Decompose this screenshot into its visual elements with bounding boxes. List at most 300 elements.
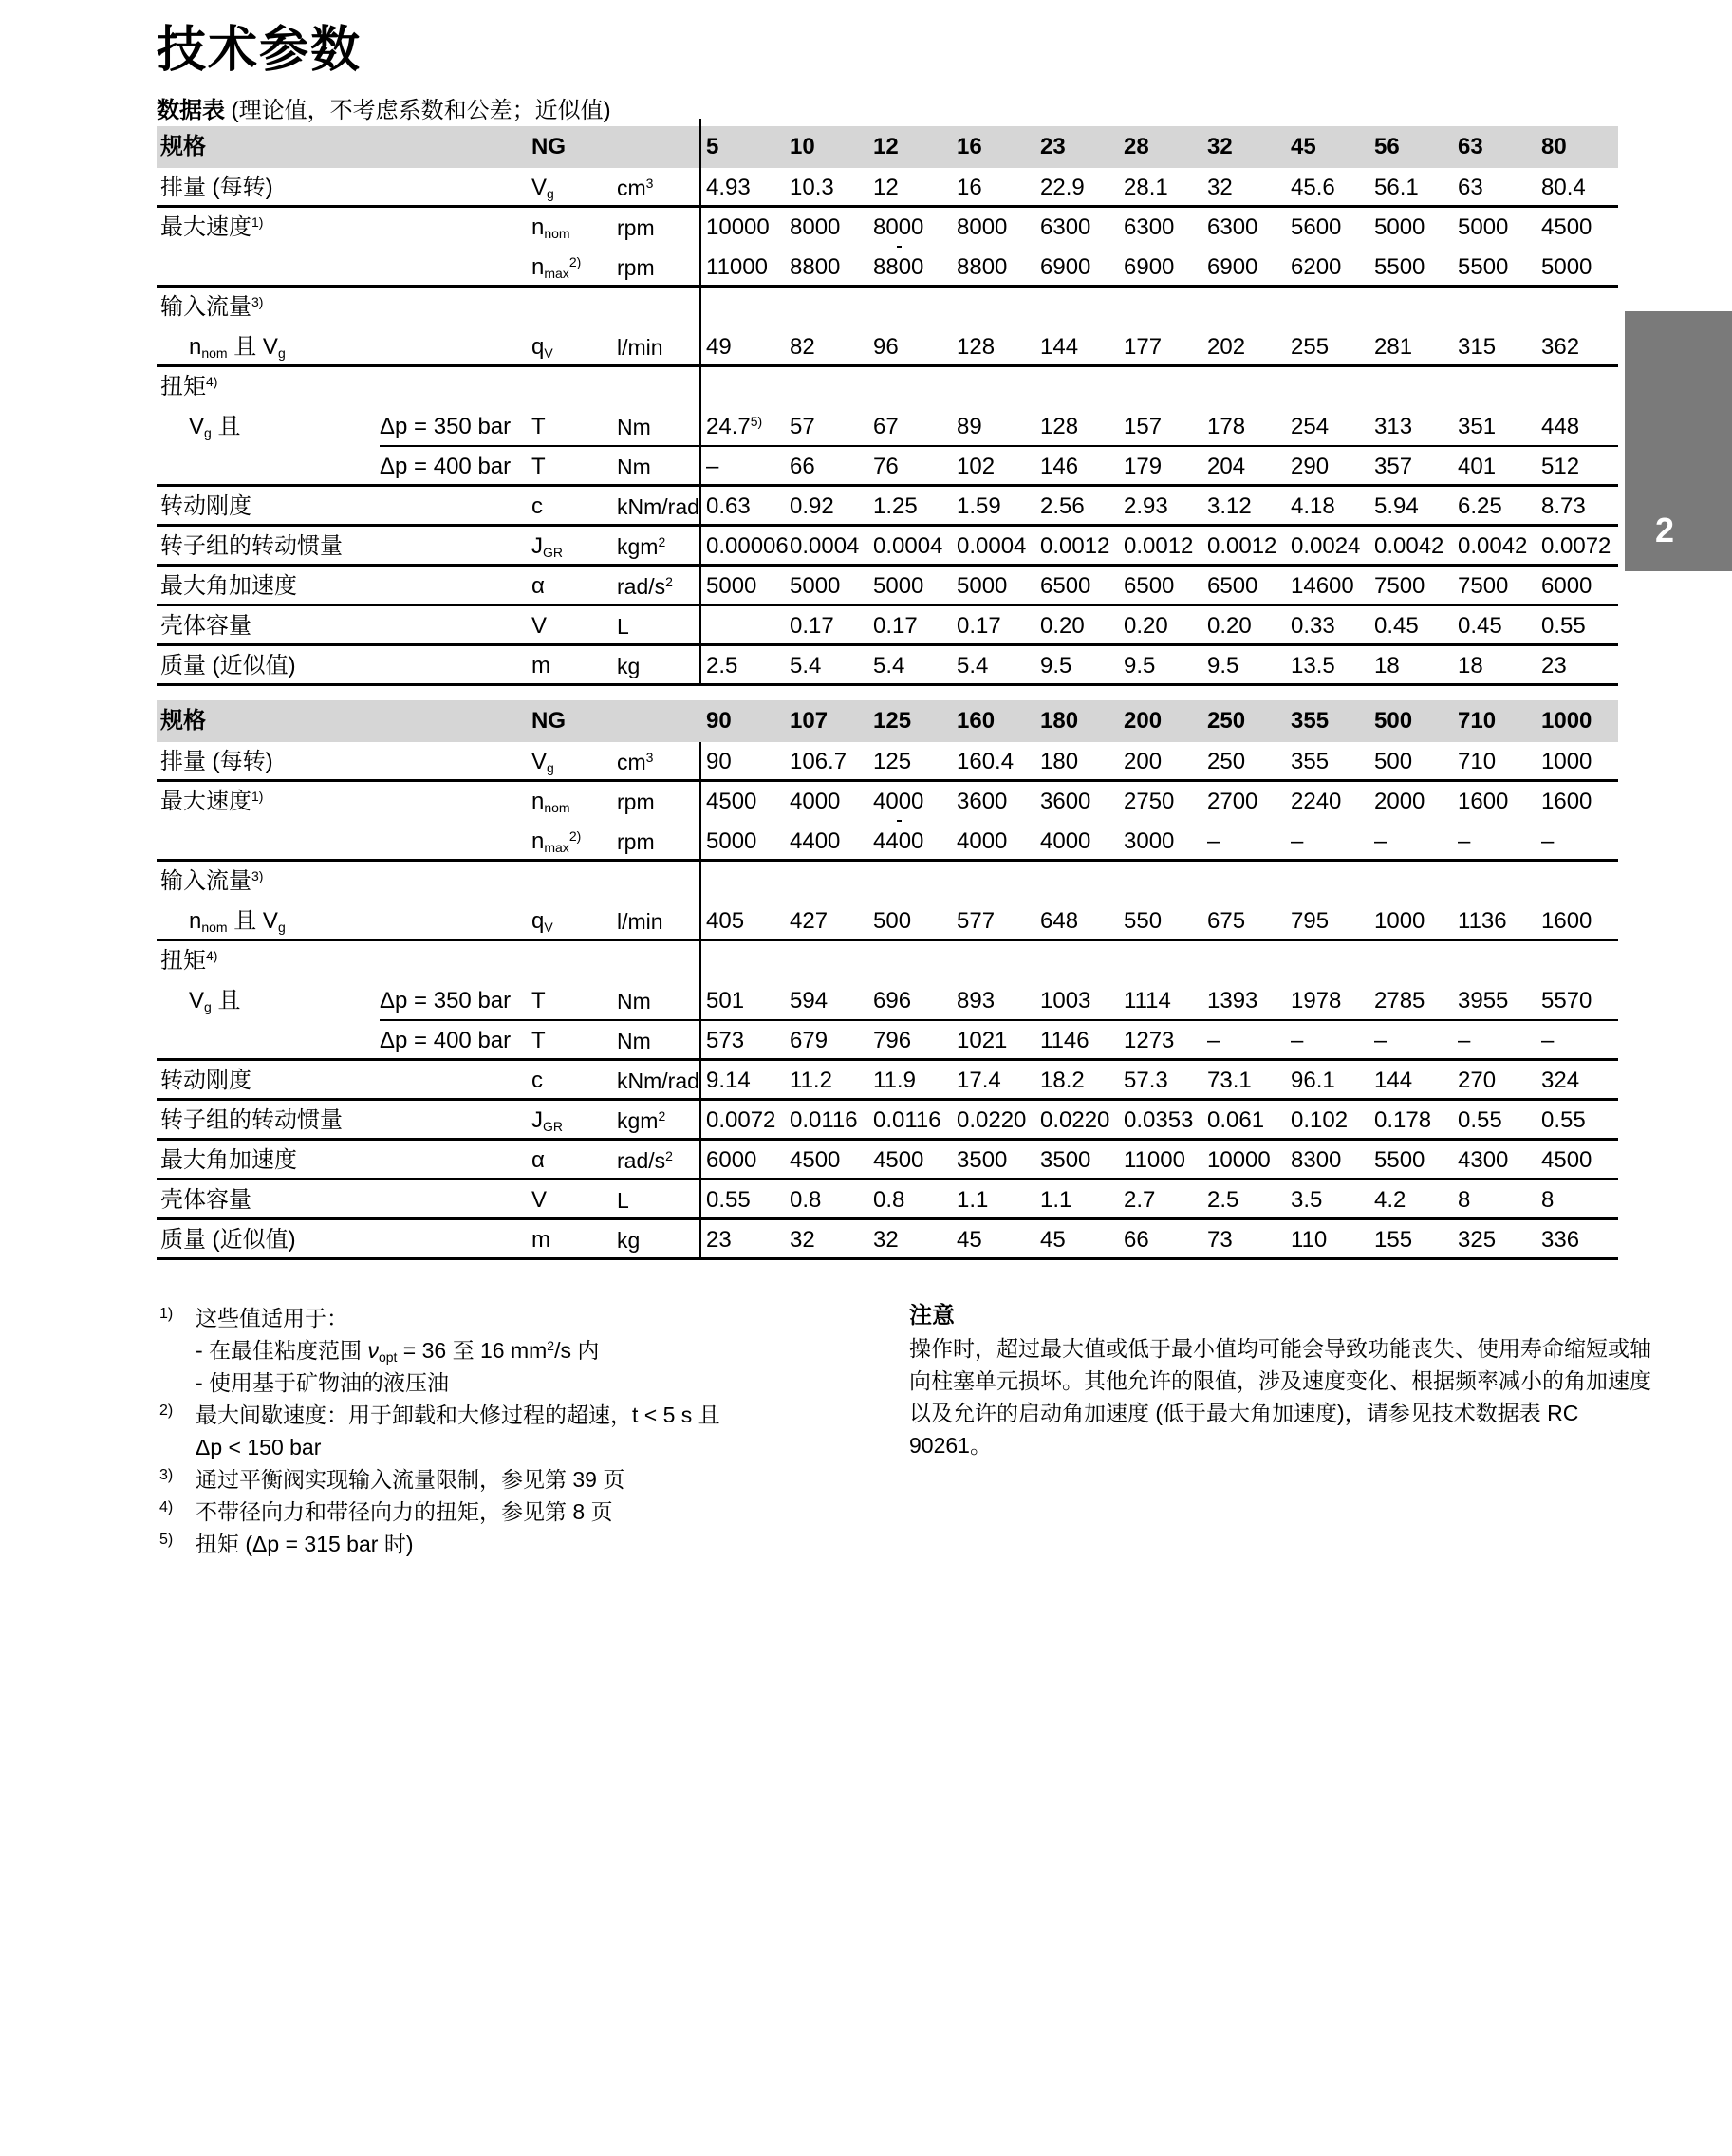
value-cell: 16 [957, 175, 982, 200]
value-cell: 3600 [1040, 789, 1091, 814]
row-divider-line [157, 1257, 1618, 1260]
row-symbol: $q_V$ [531, 908, 553, 935]
table-row [157, 606, 1618, 646]
value-cell: 3500 [957, 1147, 1008, 1173]
value-cell: 6000 [706, 1147, 757, 1173]
value-cell: 204 [1207, 454, 1246, 479]
value-cell: 102 [957, 454, 996, 479]
value-cell: 96.1 [1291, 1068, 1335, 1093]
value-cell: 144 [1374, 1068, 1413, 1093]
row-symbol: m [531, 653, 550, 678]
value-cell: 23 [1541, 653, 1567, 678]
row-label: $n_{nom}$ 且 $V_g$ [189, 908, 286, 935]
value-cell: 5.4 [957, 653, 989, 678]
value-cell: 250 [1207, 749, 1246, 774]
value-cell: 324 [1541, 1068, 1580, 1093]
value-cell: 1000 [1541, 749, 1592, 774]
row-label: 排量 (每转) [160, 749, 273, 774]
value-cell: 1114 [1124, 988, 1171, 1013]
row-symbol: $n_{nom}$ [531, 789, 570, 815]
value-cell: – [706, 454, 719, 479]
chapter-side-tab [1625, 311, 1732, 571]
footnote-line: - 在最佳粘度范围 $\nu_{opt} = 36$ 至 16 $mm^2/s$ 内 [196, 1338, 600, 1365]
value-cell: 0.33 [1291, 613, 1335, 639]
table-caption [157, 91, 611, 124]
value-cell: 146 [1040, 454, 1079, 479]
row-symbol: $n_{max}^{2)}$ [531, 254, 582, 281]
value-cell: 795 [1291, 908, 1330, 934]
row-label: 转动刚度 [160, 1068, 251, 1093]
note-block [909, 1300, 1659, 1461]
table-section-row [157, 288, 1618, 327]
value-cell: 0.55 [1541, 613, 1586, 639]
row-label: 转动刚度 [160, 493, 251, 519]
value-cell: 6500 [1124, 573, 1175, 599]
value-cell: 675 [1207, 908, 1246, 934]
table-header-row [157, 126, 1618, 168]
value-cell: 6900 [1124, 254, 1175, 280]
row-label: 扭矩$^{4)}$ [160, 948, 218, 974]
value-cell: 0.0116 [873, 1107, 941, 1133]
row-unit: rpm [617, 214, 655, 240]
data-table-1 [157, 126, 1618, 686]
value-cell: 1600 [1458, 789, 1509, 814]
value-cell: 8000 [873, 214, 924, 240]
value-cell: 5.94 [1374, 493, 1419, 519]
value-cell: 0.17 [957, 613, 1001, 639]
value-cell: 0.0004 [957, 533, 1027, 559]
value-cell: 11000 [706, 254, 768, 280]
value-cell: 6500 [1207, 573, 1258, 599]
value-cell: 2700 [1207, 789, 1258, 814]
header-size: 32 [1207, 134, 1233, 159]
table-row [157, 1021, 1618, 1061]
value-cell: 179 [1124, 454, 1163, 479]
value-cell: – [1458, 1028, 1471, 1053]
value-cell: 5000 [1541, 254, 1592, 280]
value-cell: 4500 [1541, 1147, 1592, 1173]
value-cell: 3.12 [1207, 493, 1252, 519]
table-row [157, 742, 1618, 782]
value-cell: 8800 [790, 254, 841, 280]
value-cell: 8.73 [1541, 493, 1586, 519]
row-label: 转子组的转动惯量 [160, 533, 343, 559]
value-cell: 0.0220 [957, 1107, 1027, 1133]
value-cell: 125 [873, 749, 912, 774]
header-size: 10 [790, 134, 815, 159]
footnotes [159, 1302, 895, 1560]
value-cell: 0.8 [790, 1187, 822, 1213]
value-cell: 696 [873, 988, 912, 1013]
value-cell: 0.0042 [1458, 533, 1528, 559]
value-cell: 6.25 [1458, 493, 1502, 519]
value-cell: 22.9 [1040, 175, 1085, 200]
value-cell: 1.25 [873, 493, 918, 519]
value-cell: 0.63 [706, 493, 751, 519]
value-cell: 336 [1541, 1227, 1580, 1253]
value-cell: 1600 [1541, 789, 1592, 814]
value-cell: 6000 [1541, 573, 1592, 599]
value-cell: 4.18 [1291, 493, 1335, 519]
row-label: $V_g$ 且 [189, 414, 241, 440]
row-sublabel: Δp = 350 bar [380, 414, 512, 439]
value-cell: 4300 [1458, 1147, 1509, 1173]
value-cell: 4500 [873, 1147, 924, 1173]
value-cell: 5000 [1458, 214, 1509, 240]
value-cell: 0.45 [1374, 613, 1419, 639]
value-cell: 0.0012 [1207, 533, 1277, 559]
value-cell: 90 [706, 749, 732, 774]
value-cell: 14600 [1291, 573, 1354, 599]
value-cell: 1.59 [957, 493, 1001, 519]
value-cell: 11.9 [873, 1068, 916, 1093]
footnote-line: 这些值适用于： [196, 1306, 348, 1330]
value-cell: 281 [1374, 334, 1413, 360]
header-size: 250 [1207, 708, 1246, 734]
table-vertical-divider [699, 742, 701, 1260]
value-cell: 57.3 [1124, 1068, 1168, 1093]
value-cell: 1.1 [957, 1187, 989, 1213]
header-size: 23 [1040, 134, 1066, 159]
row-label: 转子组的转动惯量 [160, 1107, 343, 1133]
row-unit: Nm [617, 414, 651, 439]
value-cell: 178 [1207, 414, 1246, 439]
row-symbol: T [531, 414, 546, 439]
value-cell: 512 [1541, 454, 1580, 479]
value-cell: 202 [1207, 334, 1246, 360]
value-cell: 362 [1541, 334, 1580, 360]
value-cell: 3000 [1124, 828, 1175, 854]
header-label: 规格 [160, 134, 206, 159]
value-cell: 5000 [957, 573, 1008, 599]
value-cell: 177 [1124, 334, 1163, 360]
value-cell: 550 [1124, 908, 1163, 934]
table-row [157, 1101, 1618, 1141]
data-table-2 [157, 700, 1618, 1260]
row-unit: Nm [617, 988, 651, 1013]
row-sublabel: Δp = 350 bar [380, 988, 512, 1013]
row-unit: rad/$s^2$ [617, 1147, 673, 1173]
footnote-marker: 4) [159, 1499, 174, 1515]
value-cell: 1978 [1291, 988, 1342, 1013]
row-symbol: T [531, 1028, 546, 1053]
value-cell: 0.20 [1040, 613, 1085, 639]
value-cell: 2785 [1374, 988, 1425, 1013]
value-cell: 4.93 [706, 175, 751, 200]
row-label: 质量 (近似值) [160, 1227, 296, 1253]
value-cell: 8300 [1291, 1147, 1342, 1173]
row-label: 输入流量$^{3)}$ [160, 868, 264, 894]
value-cell: 67 [873, 414, 899, 439]
row-label: $V_g$ 且 [189, 988, 241, 1014]
value-cell: 110 [1291, 1227, 1328, 1253]
value-cell: 501 [706, 988, 745, 1013]
value-cell: 0.0353 [1124, 1107, 1194, 1133]
value-cell: 1.1 [1040, 1187, 1072, 1213]
value-cell: 0.55 [706, 1187, 751, 1213]
header-size: 160 [957, 708, 996, 734]
value-cell: 1273 [1124, 1028, 1175, 1053]
value-cell: 5000 [790, 573, 841, 599]
value-cell: 1146 [1040, 1028, 1089, 1053]
value-cell: 427 [790, 908, 829, 934]
footnote [159, 1528, 895, 1560]
value-cell: 315 [1458, 334, 1497, 360]
row-symbol: $n_{nom}$ [531, 214, 570, 241]
value-cell: 11000 [1124, 1147, 1185, 1173]
value-cell: 56.1 [1374, 175, 1419, 200]
footnote-line: - 使用基于矿物油的液压油 [196, 1370, 450, 1395]
value-cell: 2000 [1374, 789, 1425, 814]
header-size: 710 [1458, 708, 1497, 734]
header-size: 500 [1374, 708, 1413, 734]
value-cell: 5000 [1374, 214, 1425, 240]
value-cell: 45 [957, 1227, 982, 1253]
value-cell: 270 [1458, 1068, 1497, 1093]
value-cell: 4.2 [1374, 1187, 1406, 1213]
value-cell: 500 [1374, 749, 1413, 774]
row-unit: kg [617, 653, 641, 678]
value-cell: – [1541, 1028, 1555, 1053]
row-symbol: $V_g$ [531, 749, 554, 775]
value-cell: 893 [957, 988, 996, 1013]
row-symbol: $q_V$ [531, 334, 553, 361]
value-cell: 577 [957, 908, 996, 934]
footnote [159, 1496, 895, 1528]
value-cell: 796 [873, 1028, 912, 1053]
row-label: 扭矩$^{4)}$ [160, 374, 218, 400]
row-unit: Nm [617, 454, 651, 479]
value-cell: 80.4 [1541, 175, 1586, 200]
value-cell: 648 [1040, 908, 1079, 934]
footnote-marker: 1) [159, 1306, 174, 1322]
value-cell: 0.55 [1541, 1107, 1586, 1133]
table-caption-rest: (理论值，不考虑系数和公差；近似值) [225, 98, 611, 123]
row-unit: rpm [617, 789, 655, 814]
value-cell: 5500 [1458, 254, 1509, 280]
value-cell: 3.5 [1291, 1187, 1323, 1213]
value-cell: 18.2 [1040, 1068, 1085, 1093]
row-unit: L [617, 1187, 629, 1213]
value-cell: 2240 [1291, 789, 1342, 814]
value-cell: 0.061 [1207, 1107, 1265, 1133]
value-cell: 255 [1291, 334, 1330, 360]
row-symbol: c [531, 493, 543, 519]
row-unit: Nm [617, 1028, 651, 1053]
value-cell: 0.0220 [1040, 1107, 1110, 1133]
value-cell: 89 [957, 414, 982, 439]
value-cell: 5500 [1374, 1147, 1425, 1173]
value-cell: 5570 [1541, 988, 1592, 1013]
value-cell: 45.6 [1291, 175, 1335, 200]
value-cell: 1021 [957, 1028, 1008, 1053]
value-cell: – [1291, 828, 1304, 854]
value-cell: 2.56 [1040, 493, 1085, 519]
value-cell: 1000 [1374, 908, 1425, 934]
value-cell: 106.7 [790, 749, 847, 774]
value-cell: 313 [1374, 414, 1413, 439]
header-size: 28 [1124, 134, 1149, 159]
value-cell: 5.4 [790, 653, 822, 678]
value-cell: 0.17 [873, 613, 918, 639]
value-cell: 6900 [1207, 254, 1258, 280]
table-row [157, 168, 1618, 208]
value-cell: 0.0072 [706, 1107, 776, 1133]
value-cell: 5000 [706, 828, 757, 854]
value-cell: 3500 [1040, 1147, 1091, 1173]
value-cell: 357 [1374, 454, 1413, 479]
chapter-number: 2 [1655, 511, 1675, 549]
header-size: 63 [1458, 134, 1483, 159]
row-label: 最大速度$^{1)}$ [160, 214, 264, 240]
value-cell: 10000 [1207, 1147, 1271, 1173]
row-symbol: T [531, 454, 546, 479]
value-cell: 6900 [1040, 254, 1091, 280]
value-cell: 5000 [706, 573, 757, 599]
footnote [159, 1302, 895, 1399]
value-cell: 128 [1040, 414, 1079, 439]
value-cell: 594 [790, 988, 829, 1013]
value-cell: – [1207, 828, 1220, 854]
row-symbol: $V_g$ [531, 175, 554, 201]
row-symbol: m [531, 1227, 550, 1253]
value-cell: 8000 [957, 214, 1008, 240]
value-cell: 0.0004 [873, 533, 943, 559]
table-row [157, 1141, 1618, 1180]
value-cell: 10000 [706, 214, 770, 240]
table-section-row [157, 862, 1618, 901]
note-body: 操作时，超过最大值或低于最小值均可能会导致功能丧失、使用寿命缩短或轴向柱塞单元损坏。其他允许的限值，涉及速度变化、根据频率减小的角加速度以及允许的启动角加速度 (低于最大角加速度)，请参见技术数据表 RC 90261。 [909, 1336, 1651, 1458]
value-cell: 710 [1458, 749, 1497, 774]
value-cell: 157 [1124, 414, 1163, 439]
value-cell: 8800 [873, 254, 924, 280]
value-cell: 0.00006 [706, 533, 789, 559]
value-cell: 160.4 [957, 749, 1015, 774]
row-label: $n_{nom}$ 且 $V_g$ [189, 334, 286, 361]
row-label: 最大速度$^{1)}$ [160, 789, 264, 814]
table-section-row [157, 941, 1618, 981]
table-row [157, 646, 1618, 686]
value-cell: 8 [1541, 1187, 1555, 1213]
value-cell: 82 [790, 334, 815, 360]
row-unit: l/min [617, 908, 663, 934]
value-cell: 1600 [1541, 908, 1592, 934]
header-symbol: NG [531, 134, 566, 159]
value-cell: 3955 [1458, 988, 1509, 1013]
value-cell: 155 [1374, 1227, 1413, 1253]
value-cell: 144 [1040, 334, 1079, 360]
table-row [157, 248, 1618, 288]
value-cell: 128 [957, 334, 996, 360]
value-cell: 0.0072 [1541, 533, 1611, 559]
header-size: 56 [1374, 134, 1400, 159]
header-size: 107 [790, 708, 829, 734]
value-cell: – [1291, 1028, 1304, 1053]
table-row [157, 527, 1618, 567]
table-row [157, 1220, 1618, 1260]
value-cell: 18 [1458, 653, 1483, 678]
note-title: 注意 [909, 1303, 955, 1329]
table-row [157, 447, 1618, 487]
table-row [157, 1061, 1618, 1101]
value-cell: 7500 [1458, 573, 1509, 599]
value-cell: 1393 [1207, 988, 1258, 1013]
value-cell: 0.0042 [1374, 533, 1444, 559]
header-size: 45 [1291, 134, 1316, 159]
value-cell: 23 [706, 1227, 732, 1253]
value-cell: 0.0116 [790, 1107, 858, 1133]
row-symbol: c [531, 1068, 543, 1093]
row-symbol: $n_{max}^{2)}$ [531, 828, 582, 855]
value-cell: 45 [1040, 1227, 1066, 1253]
value-cell: 32 [873, 1227, 899, 1253]
value-cell: 6300 [1124, 214, 1175, 240]
value-cell: 9.5 [1124, 653, 1156, 678]
value-cell: 7500 [1374, 573, 1425, 599]
row-unit: $cm^3$ [617, 175, 654, 200]
table-caption-bold: 数据表 [157, 98, 225, 123]
header-size: 16 [957, 134, 982, 159]
value-cell: 0.45 [1458, 613, 1502, 639]
value-cell: 32 [1207, 175, 1233, 200]
value-cell: 0.20 [1207, 613, 1252, 639]
footnote-marker: 2) [159, 1403, 174, 1419]
footnote-marker: 3) [159, 1467, 174, 1483]
value-cell: 4000 [790, 789, 841, 814]
footnote-line: Δp < 150 bar [196, 1435, 322, 1459]
value-cell: 4400 [873, 828, 924, 854]
footnote-marker: 5) [159, 1532, 174, 1548]
value-cell: 401 [1458, 454, 1497, 479]
row-unit: L [617, 613, 629, 639]
row-unit: $cm^3$ [617, 749, 654, 774]
value-cell: 1136 [1458, 908, 1507, 934]
page-title: 技术参数 [157, 23, 363, 78]
value-cell: 6500 [1040, 573, 1091, 599]
value-cell: 254 [1291, 414, 1330, 439]
header-label: 规格 [160, 708, 206, 734]
value-cell: 0.0012 [1040, 533, 1110, 559]
header-size: 80 [1541, 134, 1567, 159]
value-cell: 2.7 [1124, 1187, 1156, 1213]
row-unit: rad/$s^2$ [617, 573, 673, 599]
table-header-row [157, 700, 1618, 742]
row-label: 排量 (每转) [160, 175, 273, 200]
value-cell: 57 [790, 414, 815, 439]
table-row [157, 327, 1618, 367]
value-cell: 13.5 [1291, 653, 1335, 678]
value-cell: 17.4 [957, 1068, 1001, 1093]
value-cell: 0.17 [790, 613, 834, 639]
value-cell: 96 [873, 334, 899, 360]
value-cell: 6200 [1291, 254, 1342, 280]
value-cell: 448 [1541, 414, 1580, 439]
value-cell: 49 [706, 334, 732, 360]
table-row [157, 782, 1618, 822]
value-cell: 0.0012 [1124, 533, 1194, 559]
header-size: 180 [1040, 708, 1079, 734]
value-cell: 0.8 [873, 1187, 905, 1213]
row-unit: rpm [617, 254, 655, 280]
value-cell: 76 [873, 454, 899, 479]
footnote-line: 不带径向力和带径向力的扭矩，参见第 8 页 [196, 1499, 613, 1524]
row-symbol: $J_{GR}$ [531, 1107, 563, 1134]
value-cell: 63 [1458, 175, 1483, 200]
value-cell: 11.2 [790, 1068, 832, 1093]
value-cell: 6300 [1040, 214, 1091, 240]
value-cell: 73.1 [1207, 1068, 1252, 1093]
row-unit: kgm$^2$ [617, 1107, 666, 1133]
